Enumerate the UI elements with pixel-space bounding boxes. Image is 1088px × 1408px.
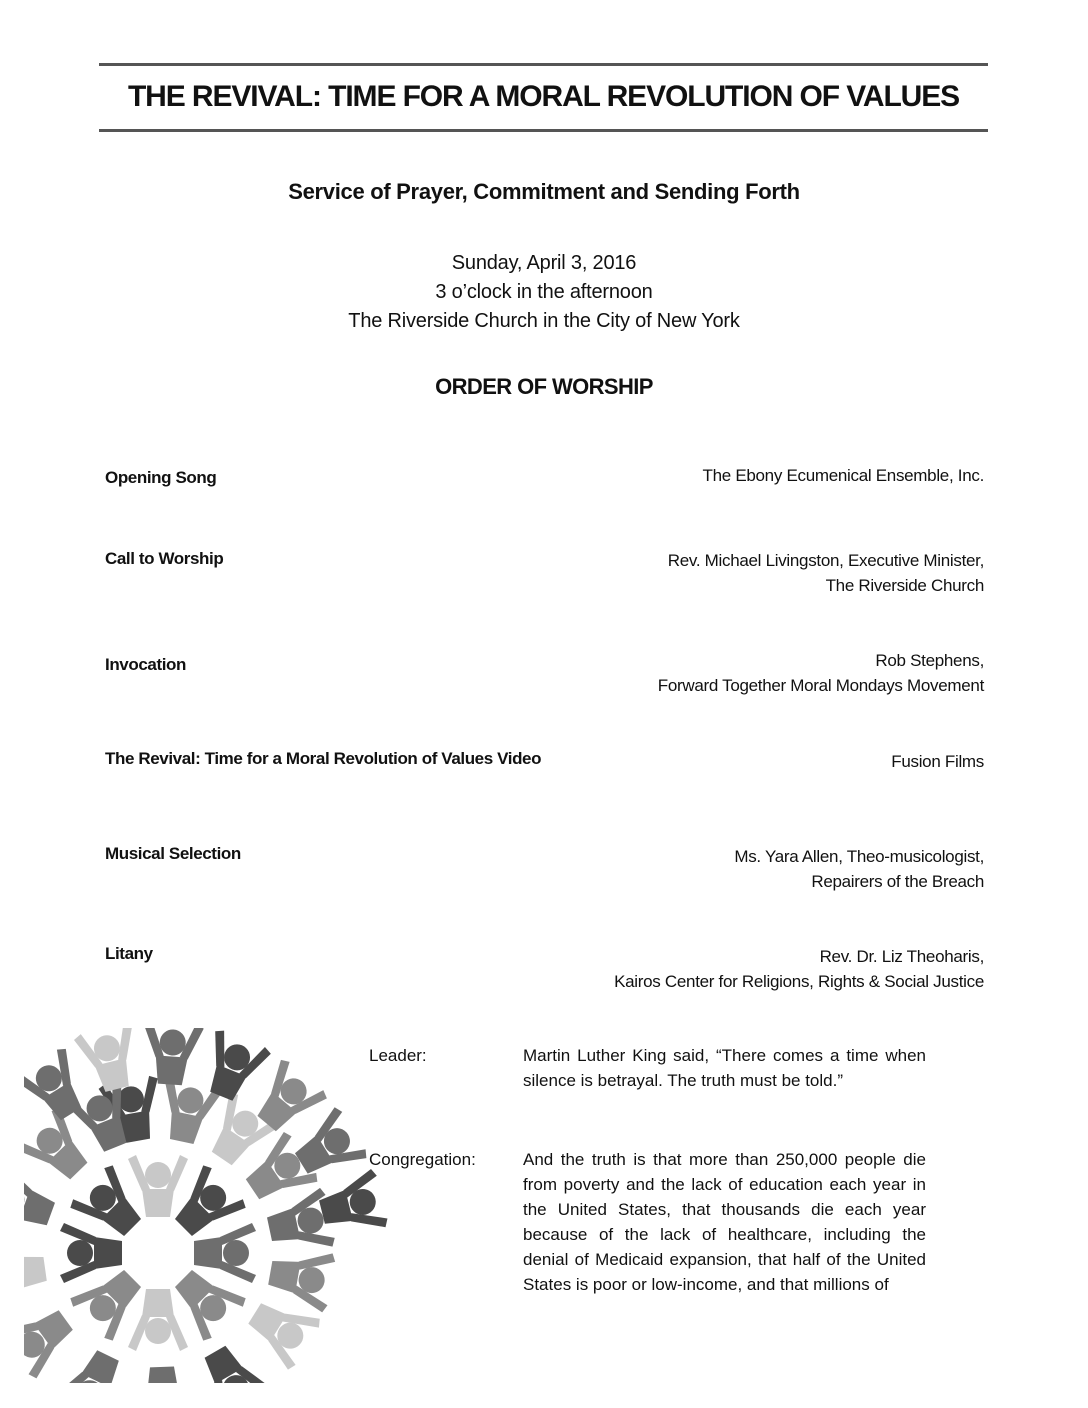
item-label: Invocation [105, 655, 187, 674]
leader-line: Ms. Yara Allen, Theo-musicologist, [734, 847, 984, 866]
order-of-worship-heading: ORDER OF WORSHIP [435, 374, 653, 399]
item-label: Musical Selection [105, 844, 241, 863]
service-subtitle: Service of Prayer, Commitment and Sending Forth [288, 179, 800, 204]
item-leader [658, 648, 984, 698]
role-label: Leader: [369, 1046, 427, 1065]
service-details [0, 249, 1088, 336]
leader-line: Fusion Films [891, 752, 984, 771]
role-label: Congregation: [369, 1150, 476, 1169]
item-leader [734, 844, 984, 894]
title-top-rule [99, 63, 988, 66]
reading-text: Martin Luther King said, “There comes a time when silence is betrayal. The truth must be told.” [523, 1046, 926, 1090]
item-leader [703, 463, 984, 488]
leader-line: Kairos Center for Religions, Rights & Social Justice [614, 972, 984, 991]
item-label: Call to Worship [105, 549, 224, 568]
reading-text: And the truth is that more than 250,000 people die from poverty and the lack of education each year in the United States, that thousands die each year because of the lack of healthcare, including the denial of Medicaid expansion, that half of the United States is poor or low-income, and that millions of [523, 1150, 926, 1294]
item-label: Litany [105, 944, 153, 963]
item-leader [614, 944, 984, 994]
item-label: Opening Song [105, 468, 217, 487]
leader-line: Rev. Michael Livingston, Executive Minister, [667, 551, 984, 570]
leader-line: Rev. Dr. Liz Theoharis, [819, 947, 984, 966]
service-time: 3 o’clock in the afternoon [435, 281, 653, 303]
people-circle-logo-icon [12, 1028, 392, 1388]
leader-line: Rob Stephens, [875, 651, 984, 670]
item-leader [891, 749, 984, 774]
leader-line: Forward Together Moral Mondays Movement [657, 676, 984, 695]
document-title: THE REVIVAL: TIME FOR A MORAL REVOLUTION OF VALUES [127, 80, 960, 113]
item-label: The Revival: Time for a Moral Revolution of Values Video [105, 749, 542, 768]
leader-line: Repairers of the Breach [811, 872, 984, 891]
item-leader [668, 548, 984, 598]
service-date: Sunday, April 3, 2016 [451, 252, 637, 274]
leader-line: The Ebony Ecumenical Ensemble, Inc. [702, 466, 984, 485]
leader-line: The Riverside Church [825, 576, 984, 595]
title-bottom-rule [99, 129, 988, 132]
service-location: The Riverside Church in the City of New York [348, 310, 740, 332]
